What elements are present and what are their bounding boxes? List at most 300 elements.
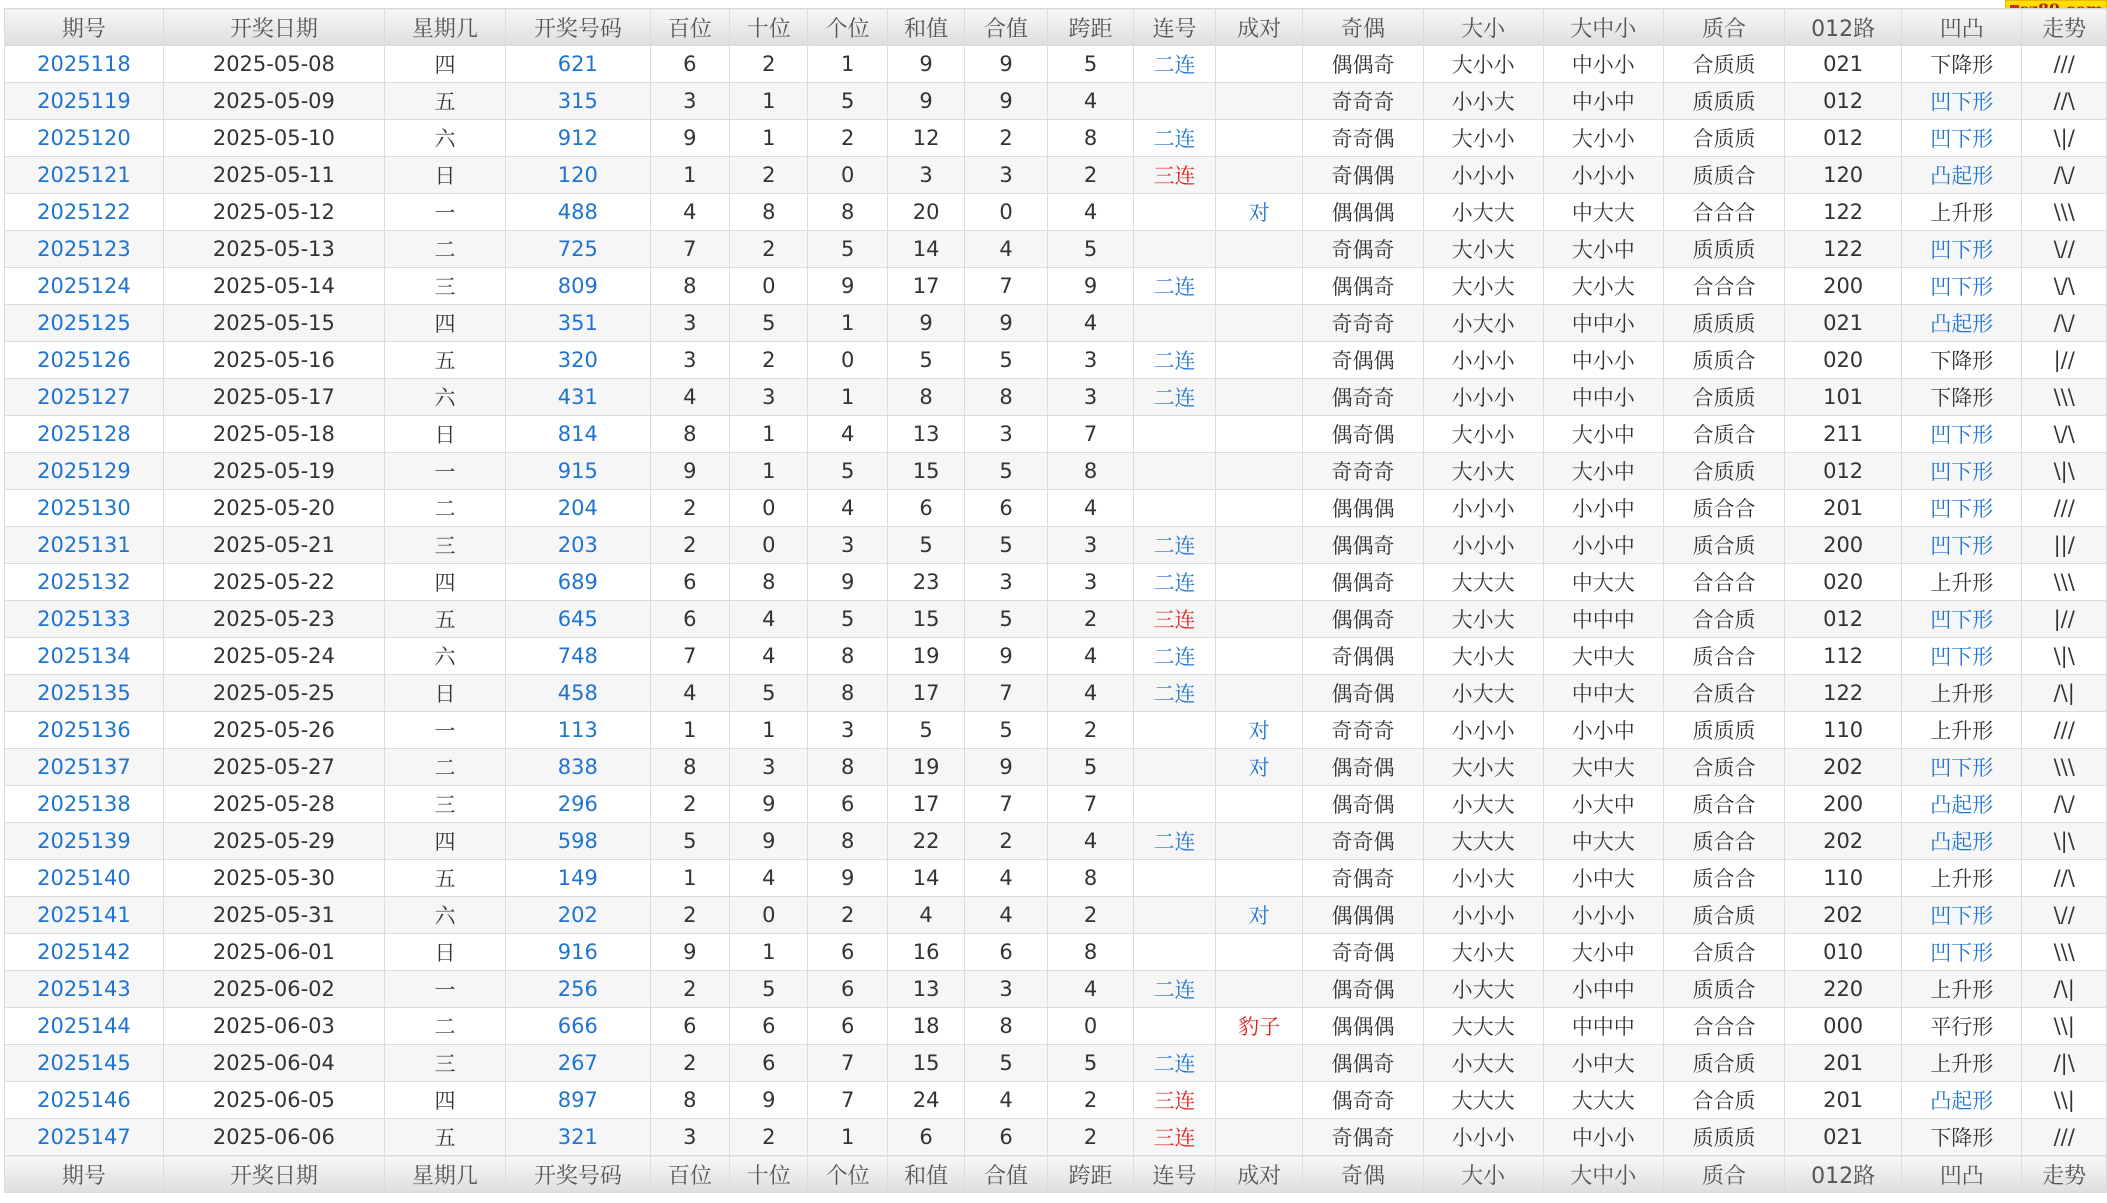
cell-big-mid-small: 大小中 bbox=[1543, 231, 1663, 268]
cell-hundreds: 2 bbox=[650, 897, 729, 934]
cell-odd-even: 奇奇奇 bbox=[1303, 305, 1423, 342]
cell-prime-composite: 质合合 bbox=[1663, 490, 1784, 527]
cell-sum: 9 bbox=[887, 305, 964, 342]
cell-winning-number[interactable]: 725 bbox=[506, 231, 651, 268]
cell-units: 1 bbox=[808, 46, 887, 83]
table-row bbox=[5, 638, 2107, 675]
cell-span: 4 bbox=[1047, 490, 1134, 527]
header-big-mid-small: 大中小 bbox=[1543, 9, 1663, 46]
cell-weekday: 四 bbox=[384, 46, 505, 83]
cell-sum-tail: 4 bbox=[965, 897, 1047, 934]
cell-consecutive: 二连 bbox=[1134, 823, 1215, 860]
cell-concave-convex: 凹下形 bbox=[1902, 638, 2022, 675]
cell-issue[interactable]: 2025131 bbox=[5, 527, 164, 564]
cell-weekday: 二 bbox=[384, 490, 505, 527]
cell-weekday: 四 bbox=[384, 564, 505, 601]
cell-issue[interactable]: 2025142 bbox=[5, 934, 164, 971]
cell-trend: \\\ bbox=[2022, 379, 2107, 416]
table-row bbox=[5, 934, 2107, 971]
cell-winning-number[interactable]: 149 bbox=[506, 860, 651, 897]
cell-concave-convex: 下降形 bbox=[1902, 1119, 2022, 1156]
cell-sum-tail: 0 bbox=[965, 194, 1047, 231]
cell-sum: 24 bbox=[887, 1082, 964, 1119]
cell-winning-number[interactable]: 916 bbox=[506, 934, 651, 971]
header-issue: 期号 bbox=[5, 9, 164, 46]
cell-issue[interactable]: 2025118 bbox=[5, 46, 164, 83]
cell-issue[interactable]: 2025129 bbox=[5, 453, 164, 490]
cell-sum-tail: 4 bbox=[965, 860, 1047, 897]
cell-sum: 5 bbox=[887, 712, 964, 749]
cell-prime-composite: 合质合 bbox=[1663, 675, 1784, 712]
cell-pair: 对 bbox=[1215, 712, 1303, 749]
cell-span: 2 bbox=[1047, 1119, 1134, 1156]
cell-big-small: 大小大 bbox=[1423, 453, 1543, 490]
cell-hundreds: 4 bbox=[650, 379, 729, 416]
cell-tens: 3 bbox=[730, 749, 808, 786]
cell-pair bbox=[1215, 120, 1303, 157]
cell-trend: \\\ bbox=[2022, 749, 2107, 786]
cell-winning-number[interactable]: 488 bbox=[506, 194, 651, 231]
cell-weekday: 二 bbox=[384, 231, 505, 268]
header-date: 开奖日期 bbox=[163, 9, 384, 46]
cell-sum: 3 bbox=[887, 157, 964, 194]
cell-prime-composite: 质质质 bbox=[1663, 83, 1784, 120]
cell-big-mid-small: 小小中 bbox=[1543, 527, 1663, 564]
cell-hundreds: 8 bbox=[650, 749, 729, 786]
cell-date: 2025-05-18 bbox=[163, 416, 384, 453]
cell-winning-number[interactable]: 458 bbox=[506, 675, 651, 712]
cell-weekday: 二 bbox=[384, 1008, 505, 1045]
cell-units: 9 bbox=[808, 860, 887, 897]
cell-sum: 22 bbox=[887, 823, 964, 860]
cell-date: 2025-05-25 bbox=[163, 675, 384, 712]
cell-hundreds: 8 bbox=[650, 268, 729, 305]
cell-hundreds: 8 bbox=[650, 1082, 729, 1119]
cell-pair bbox=[1215, 860, 1303, 897]
cell-concave-convex: 凸起形 bbox=[1902, 823, 2022, 860]
cell-weekday: 一 bbox=[384, 194, 505, 231]
table-row bbox=[5, 1045, 2107, 1082]
cell-weekday: 二 bbox=[384, 749, 505, 786]
cell-tens: 4 bbox=[730, 860, 808, 897]
cell-prime-composite: 质质合 bbox=[1663, 157, 1784, 194]
footer-header-sum: 和值 bbox=[887, 1156, 964, 1193]
cell-prime-composite: 质质质 bbox=[1663, 1119, 1784, 1156]
cell-span: 2 bbox=[1047, 897, 1134, 934]
header-road-012: 012路 bbox=[1785, 9, 1902, 46]
cell-consecutive: 三连 bbox=[1134, 1082, 1215, 1119]
cell-odd-even: 偶偶偶 bbox=[1303, 1008, 1423, 1045]
cell-issue[interactable]: 2025123 bbox=[5, 231, 164, 268]
cell-issue[interactable]: 2025145 bbox=[5, 1045, 164, 1082]
cell-road-012: 110 bbox=[1785, 712, 1902, 749]
cell-big-mid-small: 中大大 bbox=[1543, 823, 1663, 860]
cell-winning-number[interactable]: 689 bbox=[506, 564, 651, 601]
cell-consecutive bbox=[1134, 194, 1215, 231]
cell-sum-tail: 5 bbox=[965, 601, 1047, 638]
cell-odd-even: 奇偶奇 bbox=[1303, 1119, 1423, 1156]
cell-issue[interactable]: 2025146 bbox=[5, 1082, 164, 1119]
cell-trend: \\| bbox=[2022, 1082, 2107, 1119]
cell-tens: 8 bbox=[730, 194, 808, 231]
cell-hundreds: 9 bbox=[650, 934, 729, 971]
cell-sum-tail: 6 bbox=[965, 490, 1047, 527]
cell-trend: \// bbox=[2022, 231, 2107, 268]
cell-date: 2025-05-22 bbox=[163, 564, 384, 601]
cell-span: 3 bbox=[1047, 379, 1134, 416]
cell-hundreds: 1 bbox=[650, 157, 729, 194]
footer-header-weekday: 星期几 bbox=[384, 1156, 505, 1193]
cell-big-mid-small: 中小中 bbox=[1543, 83, 1663, 120]
cell-winning-number[interactable]: 666 bbox=[506, 1008, 651, 1045]
cell-prime-composite: 合合合 bbox=[1663, 194, 1784, 231]
cell-odd-even: 偶奇偶 bbox=[1303, 416, 1423, 453]
cell-tens: 9 bbox=[730, 823, 808, 860]
cell-big-mid-small: 中大大 bbox=[1543, 564, 1663, 601]
cell-odd-even: 奇奇偶 bbox=[1303, 120, 1423, 157]
cell-consecutive bbox=[1134, 712, 1215, 749]
cell-sum-tail: 7 bbox=[965, 786, 1047, 823]
cell-sum-tail: 5 bbox=[965, 527, 1047, 564]
table-row bbox=[5, 1119, 2107, 1156]
footer-header-consecutive: 连号 bbox=[1134, 1156, 1215, 1193]
cell-tens: 0 bbox=[730, 897, 808, 934]
cell-winning-number[interactable]: 814 bbox=[506, 416, 651, 453]
cell-tens: 1 bbox=[730, 416, 808, 453]
cell-concave-convex: 凹下形 bbox=[1902, 231, 2022, 268]
cell-weekday: 五 bbox=[384, 601, 505, 638]
cell-odd-even: 奇偶奇 bbox=[1303, 860, 1423, 897]
cell-big-small: 小大大 bbox=[1423, 1045, 1543, 1082]
cell-road-012: 220 bbox=[1785, 971, 1902, 1008]
header-sum: 和值 bbox=[887, 9, 964, 46]
table-row bbox=[5, 675, 2107, 712]
cell-big-small: 大小小 bbox=[1423, 120, 1543, 157]
cell-sum-tail: 8 bbox=[965, 379, 1047, 416]
header-weekday: 星期几 bbox=[384, 9, 505, 46]
cell-units: 6 bbox=[808, 786, 887, 823]
cell-prime-composite: 合质合 bbox=[1663, 934, 1784, 971]
cell-concave-convex: 下降形 bbox=[1902, 46, 2022, 83]
table-row bbox=[5, 527, 2107, 564]
cell-weekday: 一 bbox=[384, 712, 505, 749]
cell-odd-even: 偶偶偶 bbox=[1303, 194, 1423, 231]
cell-sum-tail: 3 bbox=[965, 564, 1047, 601]
cell-weekday: 六 bbox=[384, 897, 505, 934]
cell-odd-even: 奇偶偶 bbox=[1303, 157, 1423, 194]
cell-prime-composite: 质合合 bbox=[1663, 786, 1784, 823]
cell-span: 7 bbox=[1047, 786, 1134, 823]
cell-issue[interactable]: 2025128 bbox=[5, 416, 164, 453]
cell-consecutive: 二连 bbox=[1134, 675, 1215, 712]
cell-tens: 1 bbox=[730, 712, 808, 749]
cell-winning-number[interactable]: 809 bbox=[506, 268, 651, 305]
cell-sum: 17 bbox=[887, 675, 964, 712]
cell-road-012: 021 bbox=[1785, 1119, 1902, 1156]
cell-prime-composite: 合质合 bbox=[1663, 749, 1784, 786]
cell-pair bbox=[1215, 1082, 1303, 1119]
cell-span: 3 bbox=[1047, 342, 1134, 379]
cell-consecutive: 二连 bbox=[1134, 120, 1215, 157]
cell-date: 2025-05-09 bbox=[163, 83, 384, 120]
cell-hundreds: 3 bbox=[650, 342, 729, 379]
table-row bbox=[5, 231, 2107, 268]
cell-issue[interactable]: 2025137 bbox=[5, 749, 164, 786]
cell-odd-even: 偶奇奇 bbox=[1303, 379, 1423, 416]
cell-hundreds: 4 bbox=[650, 194, 729, 231]
cell-big-mid-small: 大小中 bbox=[1543, 416, 1663, 453]
cell-sum: 12 bbox=[887, 120, 964, 157]
cell-sum-tail: 3 bbox=[965, 416, 1047, 453]
header-prime-composite: 质合 bbox=[1663, 9, 1784, 46]
cell-issue[interactable]: 2025130 bbox=[5, 490, 164, 527]
cell-issue[interactable]: 2025125 bbox=[5, 305, 164, 342]
cell-consecutive bbox=[1134, 749, 1215, 786]
cell-hundreds: 2 bbox=[650, 1045, 729, 1082]
cell-prime-composite: 质合合 bbox=[1663, 638, 1784, 675]
cell-sum: 15 bbox=[887, 1045, 964, 1082]
cell-hundreds: 7 bbox=[650, 231, 729, 268]
cell-sum-tail: 3 bbox=[965, 157, 1047, 194]
cell-sum: 13 bbox=[887, 416, 964, 453]
cell-pair bbox=[1215, 157, 1303, 194]
cell-pair: 对 bbox=[1215, 897, 1303, 934]
cell-pair bbox=[1215, 416, 1303, 453]
cell-winning-number[interactable]: 315 bbox=[506, 83, 651, 120]
cell-trend: /\| bbox=[2022, 971, 2107, 1008]
cell-units: 4 bbox=[808, 490, 887, 527]
cell-trend: ||/ bbox=[2022, 527, 2107, 564]
table-row bbox=[5, 971, 2107, 1008]
cell-units: 3 bbox=[808, 712, 887, 749]
cell-date: 2025-05-14 bbox=[163, 268, 384, 305]
cell-odd-even: 奇偶偶 bbox=[1303, 342, 1423, 379]
footer-header-big-mid-small: 大中小 bbox=[1543, 1156, 1663, 1193]
cell-issue[interactable]: 2025141 bbox=[5, 897, 164, 934]
cell-concave-convex: 上升形 bbox=[1902, 860, 2022, 897]
table-header bbox=[5, 9, 2107, 46]
cell-prime-composite: 质合合 bbox=[1663, 823, 1784, 860]
cell-consecutive bbox=[1134, 83, 1215, 120]
cell-sum: 16 bbox=[887, 934, 964, 971]
cell-road-012: 112 bbox=[1785, 638, 1902, 675]
cell-date: 2025-05-15 bbox=[163, 305, 384, 342]
cell-winning-number[interactable]: 203 bbox=[506, 527, 651, 564]
cell-units: 2 bbox=[808, 120, 887, 157]
cell-sum-tail: 8 bbox=[965, 1008, 1047, 1045]
cell-date: 2025-05-20 bbox=[163, 490, 384, 527]
cell-sum: 8 bbox=[887, 379, 964, 416]
cell-road-012: 021 bbox=[1785, 46, 1902, 83]
cell-winning-number[interactable]: 202 bbox=[506, 897, 651, 934]
cell-span: 3 bbox=[1047, 527, 1134, 564]
cell-sum-tail: 9 bbox=[965, 46, 1047, 83]
cell-span: 9 bbox=[1047, 268, 1134, 305]
footer-header-trend: 走势 bbox=[2022, 1156, 2107, 1193]
cell-big-small: 大大大 bbox=[1423, 564, 1543, 601]
cell-pair: 对 bbox=[1215, 194, 1303, 231]
cell-winning-number[interactable]: 598 bbox=[506, 823, 651, 860]
cell-sum: 17 bbox=[887, 786, 964, 823]
table-row bbox=[5, 416, 2107, 453]
table-row bbox=[5, 564, 2107, 601]
cell-issue[interactable]: 2025138 bbox=[5, 786, 164, 823]
table-row bbox=[5, 601, 2107, 638]
cell-consecutive: 二连 bbox=[1134, 46, 1215, 83]
cell-odd-even: 偶偶奇 bbox=[1303, 268, 1423, 305]
table-row bbox=[5, 490, 2107, 527]
cell-issue[interactable]: 2025144 bbox=[5, 1008, 164, 1045]
cell-road-012: 012 bbox=[1785, 601, 1902, 638]
cell-units: 8 bbox=[808, 823, 887, 860]
cell-tens: 1 bbox=[730, 934, 808, 971]
cell-winning-number[interactable]: 748 bbox=[506, 638, 651, 675]
cell-issue[interactable]: 2025147 bbox=[5, 1119, 164, 1156]
cell-issue[interactable]: 2025139 bbox=[5, 823, 164, 860]
cell-trend: |// bbox=[2022, 601, 2107, 638]
cell-issue[interactable]: 2025133 bbox=[5, 601, 164, 638]
cell-trend: /// bbox=[2022, 46, 2107, 83]
cell-pair bbox=[1215, 675, 1303, 712]
cell-road-012: 200 bbox=[1785, 786, 1902, 823]
cell-weekday: 三 bbox=[384, 527, 505, 564]
cell-issue[interactable]: 2025119 bbox=[5, 83, 164, 120]
cell-issue[interactable]: 2025124 bbox=[5, 268, 164, 305]
cell-road-012: 211 bbox=[1785, 416, 1902, 453]
cell-winning-number[interactable]: 912 bbox=[506, 120, 651, 157]
cell-winning-number[interactable]: 351 bbox=[506, 305, 651, 342]
table-row bbox=[5, 268, 2107, 305]
cell-issue[interactable]: 2025140 bbox=[5, 860, 164, 897]
cell-winning-number[interactable]: 320 bbox=[506, 342, 651, 379]
cell-big-mid-small: 中中大 bbox=[1543, 675, 1663, 712]
cell-consecutive bbox=[1134, 416, 1215, 453]
cell-winning-number[interactable]: 915 bbox=[506, 453, 651, 490]
cell-pair bbox=[1215, 379, 1303, 416]
cell-issue[interactable]: 2025143 bbox=[5, 971, 164, 1008]
cell-issue[interactable]: 2025136 bbox=[5, 712, 164, 749]
cell-weekday: 日 bbox=[384, 675, 505, 712]
table-body bbox=[5, 46, 2107, 1156]
cell-trend: \// bbox=[2022, 897, 2107, 934]
cell-pair bbox=[1215, 786, 1303, 823]
cell-winning-number[interactable]: 621 bbox=[506, 46, 651, 83]
cell-winning-number[interactable]: 267 bbox=[506, 1045, 651, 1082]
cell-road-012: 202 bbox=[1785, 749, 1902, 786]
cell-big-small: 大小大 bbox=[1423, 231, 1543, 268]
cell-sum: 6 bbox=[887, 1119, 964, 1156]
cell-tens: 9 bbox=[730, 1082, 808, 1119]
cell-tens: 8 bbox=[730, 564, 808, 601]
table-row bbox=[5, 379, 2107, 416]
cell-concave-convex: 上升形 bbox=[1902, 712, 2022, 749]
cell-span: 3 bbox=[1047, 564, 1134, 601]
cell-hundreds: 1 bbox=[650, 860, 729, 897]
cell-date: 2025-05-11 bbox=[163, 157, 384, 194]
cell-weekday: 四 bbox=[384, 305, 505, 342]
cell-sum-tail: 7 bbox=[965, 268, 1047, 305]
cell-prime-composite: 质质合 bbox=[1663, 342, 1784, 379]
cell-pair: 对 bbox=[1215, 749, 1303, 786]
cell-road-012: 000 bbox=[1785, 1008, 1902, 1045]
cell-odd-even: 奇奇奇 bbox=[1303, 453, 1423, 490]
cell-consecutive bbox=[1134, 786, 1215, 823]
cell-issue[interactable]: 2025135 bbox=[5, 675, 164, 712]
cell-date: 2025-06-03 bbox=[163, 1008, 384, 1045]
cell-winning-number[interactable]: 321 bbox=[506, 1119, 651, 1156]
cell-issue[interactable]: 2025121 bbox=[5, 157, 164, 194]
cell-big-mid-small: 大中大 bbox=[1543, 638, 1663, 675]
cell-winning-number[interactable]: 838 bbox=[506, 749, 651, 786]
cell-trend: \|\ bbox=[2022, 638, 2107, 675]
cell-span: 0 bbox=[1047, 1008, 1134, 1045]
cell-issue[interactable]: 2025132 bbox=[5, 564, 164, 601]
cell-winning-number[interactable]: 897 bbox=[506, 1082, 651, 1119]
cell-big-mid-small: 大中大 bbox=[1543, 749, 1663, 786]
cell-weekday: 五 bbox=[384, 83, 505, 120]
cell-consecutive bbox=[1134, 231, 1215, 268]
cell-units: 2 bbox=[808, 897, 887, 934]
cell-winning-number[interactable]: 204 bbox=[506, 490, 651, 527]
cell-issue[interactable]: 2025120 bbox=[5, 120, 164, 157]
cell-issue[interactable]: 2025127 bbox=[5, 379, 164, 416]
cell-consecutive: 二连 bbox=[1134, 564, 1215, 601]
cell-issue[interactable]: 2025126 bbox=[5, 342, 164, 379]
cell-winning-number[interactable]: 296 bbox=[506, 786, 651, 823]
cell-concave-convex: 下降形 bbox=[1902, 342, 2022, 379]
cell-big-mid-small: 小中大 bbox=[1543, 860, 1663, 897]
cell-weekday: 六 bbox=[384, 120, 505, 157]
cell-date: 2025-05-27 bbox=[163, 749, 384, 786]
cell-tens: 2 bbox=[730, 157, 808, 194]
cell-prime-composite: 质质质 bbox=[1663, 712, 1784, 749]
header-trend: 走势 bbox=[2022, 9, 2107, 46]
cell-tens: 0 bbox=[730, 268, 808, 305]
cell-issue[interactable]: 2025134 bbox=[5, 638, 164, 675]
table-row bbox=[5, 1008, 2107, 1045]
cell-date: 2025-05-16 bbox=[163, 342, 384, 379]
cell-date: 2025-05-08 bbox=[163, 46, 384, 83]
cell-hundreds: 3 bbox=[650, 1119, 729, 1156]
cell-span: 5 bbox=[1047, 1045, 1134, 1082]
cell-winning-number[interactable]: 256 bbox=[506, 971, 651, 1008]
table-row bbox=[5, 897, 2107, 934]
cell-span: 8 bbox=[1047, 453, 1134, 490]
cell-sum: 14 bbox=[887, 860, 964, 897]
cell-winning-number[interactable]: 431 bbox=[506, 379, 651, 416]
cell-units: 5 bbox=[808, 601, 887, 638]
cell-sum: 13 bbox=[887, 971, 964, 1008]
cell-concave-convex: 凸起形 bbox=[1902, 786, 2022, 823]
cell-tens: 1 bbox=[730, 83, 808, 120]
cell-big-small: 大小大 bbox=[1423, 268, 1543, 305]
cell-sum-tail: 5 bbox=[965, 712, 1047, 749]
cell-consecutive bbox=[1134, 305, 1215, 342]
cell-winning-number[interactable]: 645 bbox=[506, 601, 651, 638]
cell-winning-number[interactable]: 120 bbox=[506, 157, 651, 194]
cell-units: 4 bbox=[808, 416, 887, 453]
cell-prime-composite: 质质质 bbox=[1663, 305, 1784, 342]
cell-weekday: 五 bbox=[384, 860, 505, 897]
cell-pair bbox=[1215, 934, 1303, 971]
cell-issue[interactable]: 2025122 bbox=[5, 194, 164, 231]
cell-tens: 5 bbox=[730, 305, 808, 342]
cell-trend: \\\ bbox=[2022, 934, 2107, 971]
cell-odd-even: 偶奇奇 bbox=[1303, 1082, 1423, 1119]
cell-winning-number[interactable]: 113 bbox=[506, 712, 651, 749]
cell-sum-tail: 4 bbox=[965, 1082, 1047, 1119]
cell-odd-even: 奇奇偶 bbox=[1303, 823, 1423, 860]
